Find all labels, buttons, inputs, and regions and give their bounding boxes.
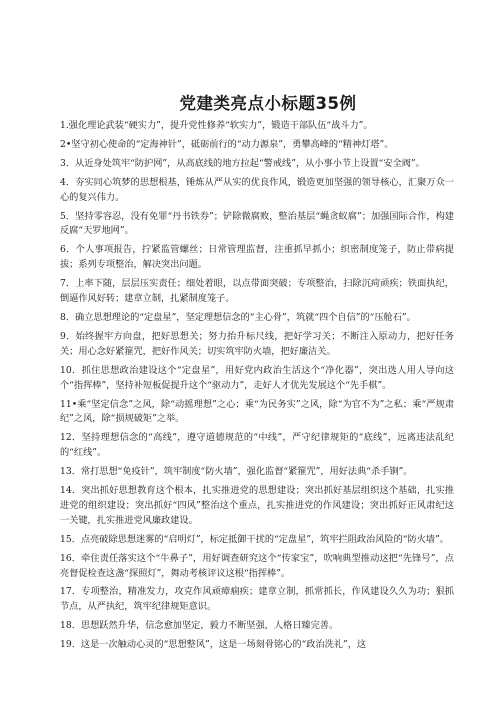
list-item: 5．坚持零容忍，没有免罪“丹书铁券”；铲除微腐败，整治基层“蝇贪蚁腐”；加强国际合作，构建反腐“天罗地网”。 bbox=[60, 210, 454, 237]
list-item: 12．坚持理想信念的“高线”，遵守道德规范的“中线”，严守纪律规矩的“底线”，远离违法乱纪的“红线”。 bbox=[60, 432, 454, 459]
list-item: 11•乘“坚定信念”之风，除“动摇理想”之心；乘“为民务实”之风，除“为官不为”之私；乘“严规肃纪”之风，除“损规破矩”之举。 bbox=[60, 398, 454, 425]
list-item: 4．夯实同心筑梦的思想根基，锤炼从严从实的优良作风，锻造更加坚强的领导核心，汇聚万众一心的复兴伟力。 bbox=[60, 176, 454, 203]
list-item: 17．专项整治，精准发力，攻克作风顽瘴痼疾；建章立制，抓常抓长，作风建设久久为功；狠抓节点，从严执纪，筑牢纪律规矩意识。 bbox=[60, 586, 454, 613]
list-item: 3．从近身处筑牢“防护网”，从高底线的地方拉起“警戒线”，从小事小节上设置“安全阀”。 bbox=[60, 157, 425, 169]
list-item: 6．个人事项报告，拧紧监管螺丝；日常管理监督，注重抓早抓小；织密制度笼子，防止带病提拔；系列专项整治，解决突出问题。 bbox=[60, 244, 454, 271]
document-title: 党建类亮点小标题35例 bbox=[179, 94, 357, 113]
list-item: 2•坚守初心使命的“定海神针”，砥砺前行的“动力源泉”，勇攀高峰的“精神灯塔”。 bbox=[60, 138, 394, 150]
list-item: 19．这是一次触动心灵的“思想整风”，这是一场刻骨铭心的“政治洗礼”，这 bbox=[60, 639, 367, 651]
list-item: 7．上率下随，层层压实责任；细处着眼，以点带面突破；专项整治，扫除沉疴顽疾；铁面执纪，倒逼作风好转；建章立制，扎紧制度笼子。 bbox=[60, 278, 454, 305]
list-item: 16．牵住责任落实这个“牛鼻子”，用好调查研究这个“传家宝”，吹响典型推动这把“先锋号”，点亮督促检查这盏“探照灯”，舞动考核评议这根“指挥棒”。 bbox=[60, 552, 454, 579]
list-item: 1.强化理论武装“硬实力”，提升党性修养“软实力”，锻造干部队伍“战斗力”。 bbox=[60, 120, 373, 131]
list-item: 9．始终握牢方向盘，把好思想关；努力抬升标尺线，把好学习关；不断注入原动力，把好任务关；用心念好紧箍咒，把好作风关；切实筑牢防火墙，把好廉洁关。 bbox=[60, 330, 454, 357]
list-item: 8．确立思想理论的“定盘星”，坚定理想信念的“主心骨”，筑就“四个自信”的“压舱石”。 bbox=[60, 311, 416, 323]
list-item: 14．突出抓好思想教育这个根本，扎实推进党的思想建设；突出抓好基层组织这个基础，扎实推进党的组织建设；突出抓好“四风”整治这个重点，扎实推进党的作风建设；突出抓好正风肃纪这一关键，扎实推进党风廉政建设。 bbox=[60, 485, 454, 526]
list-item: 15．点亮破除思想迷雾的“启明灯”，标定抵御干扰的“定盘星”，筑牢拦阻政治风险的“防火墙”。 bbox=[60, 533, 449, 545]
list-item: 10．抓住思想政治建设这个“定盘星”，用好党内政治生活这个“净化器”，突出选人用人导向这个“指挥棒”，坚持补短板促提升这个“驱动力”，走好人才优先发展这个“先手棋”。 bbox=[60, 364, 454, 391]
list-item: 18．思想跃然升华，信念愈加坚定，毅力不断坚强，人格日臻完善。 bbox=[60, 620, 339, 632]
list-item: 13．常打思想“免疫针”，筑牢制度“防火墙”，强化监督“紧箍咒”，用好法典“杀手锏”。 bbox=[60, 466, 413, 478]
item-list bbox=[60, 119, 454, 653]
